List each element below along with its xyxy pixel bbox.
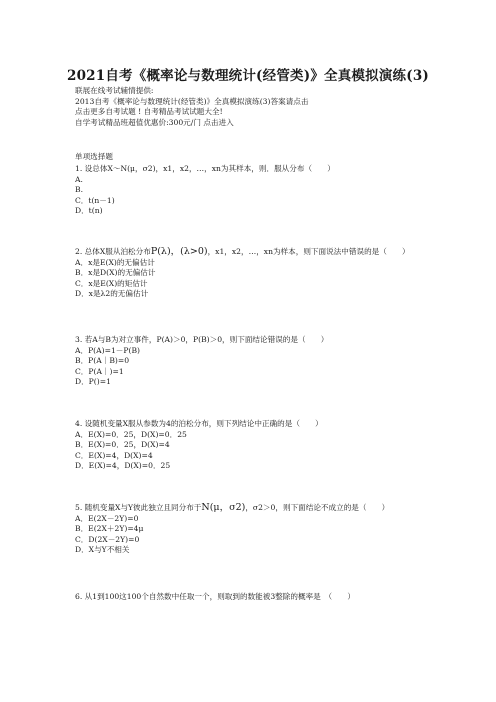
option-a: A．E(2X－2Y)=0 [75,514,139,523]
question-1 [75,163,455,217]
option-b: B．P(A｜B)=0 [75,356,130,366]
question-stem [75,502,455,514]
option-d: D．X与Y不相关 [75,545,130,555]
question-2 [75,246,455,300]
option-b: B．x是D(X)的无偏估计 [75,268,156,278]
option-b: B. [75,185,83,195]
option-a: A．E(X)=0．25，D(X)=0．25 [75,430,187,439]
stem-text: ，σ2＞0，则下面结论不成立的是（ ） [245,503,390,512]
option-c: C．x是E(X)的矩估计 [75,278,148,288]
stem-formula: P(λ)，(λ>0) [150,246,208,257]
option-c: C．E(X)=4，D(X)=4 [75,450,153,460]
stem-text: ，x1，x2，…，xn为样本，则下面说法中错误的是（ ） [207,247,410,256]
question-4 [75,418,455,472]
intro-block [75,86,455,128]
intro-link-line[interactable]: 2013自考《概率论与数理统计(经管类)》全真模拟演练(3)答案请点击 [75,96,309,106]
question-3 [75,334,455,388]
stem-text: 5. 随机变量X与Y彼此独立且同分布于 [75,503,202,512]
intro-link-line[interactable]: 自学考试精品班超值优惠价:300元/门 点击进入 [75,117,234,127]
option-d: D．x是λ2的无偏估计 [75,289,149,299]
option-a: A．P(A)=1－P(B) [75,346,140,355]
option-c: C．P(A｜)=1 [75,366,124,376]
stem-text: 2. 总体X服从泊松分布 [75,247,151,256]
question-5 [75,502,455,556]
question-stem [75,246,455,258]
option-d: D．E(X)=4，D(X)=0．25 [75,461,171,471]
page-title: 2021自考《概率论与数理统计(经管类)》全真模拟演练(3) [66,68,429,84]
question-stem: 6. 从1到100这100个自然数中任取一个，则取到的数能被3整除的概率是 （ ） [75,592,355,601]
option-c: C．D(2X－2Y)=0 [75,534,140,544]
option-a: A．x是E(X)的无偏估计 [75,258,155,267]
option-a: A. [75,175,83,184]
option-c: C．t(n－1) [75,195,115,205]
question-stem: 4. 设随机变量X服从参数为4的泊松分布，则下列结论中正确的是（ ） [75,419,323,428]
option-b: B．E(2X＋2Y)=4μ [75,524,144,534]
option-d: D．t(n) [75,206,103,216]
intro-line: 联展在线考试辅情提供: [75,86,154,95]
option-d: D．P()=1 [75,377,111,387]
intro-link-line[interactable]: 点击更多自考试题 ! 自考精品考试试题大全! [75,107,223,117]
option-b: B．E(X)=0．25，D(X)=4 [75,440,170,450]
question-stem: 3. 若A与B为对立事件，P(A)＞0，P(B)＞0，则下面结论错误的是（ ） [75,335,329,344]
question-6 [75,591,455,603]
section-heading: 单项选择题 [75,152,113,161]
stem-formula: N(μ，σ2) [201,502,246,513]
question-stem: 1. 设总体X～N(μ，σ2)，x1，x2，…，xn为其样本，则．服从分布（ ） [75,164,335,173]
